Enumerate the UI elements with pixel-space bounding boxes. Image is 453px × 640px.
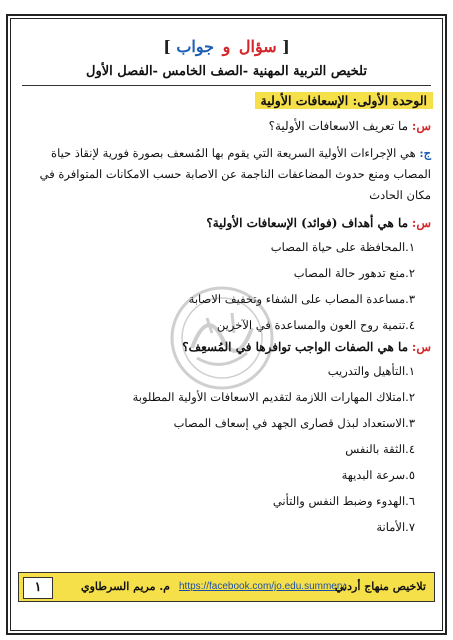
question-text: ما تعريف الاسعافات الأولية؟ [268, 119, 409, 133]
answer-definition [14, 143, 431, 206]
facebook-link[interactable]: https://facebook.com/jo.edu.summery [179, 581, 346, 592]
footer-bar [18, 572, 435, 602]
footer-summaries-label: تلاخيص منهاج أردني [334, 580, 426, 593]
brand-bracket-close: ] [163, 37, 171, 56]
question-definition [14, 119, 431, 133]
brand-word-question: سؤال [238, 37, 277, 56]
list-item: ٧.الأمانة [376, 520, 415, 534]
list-item: ٣.الاستعداد لبذل قصارى الجهد في إسعاف المصاب [173, 416, 415, 430]
unit-title: الوحدة الأولى: الإسعافات الأولية [255, 92, 434, 109]
page-number: ١ [23, 577, 53, 599]
list-item: ٤.الثقة بالنفس [345, 442, 415, 456]
brand-bracket-open: [ [282, 37, 290, 56]
list-item: ٣.مساعدة المصاب على الشفاء وتخفيف الاصابة [188, 292, 415, 306]
list-item: ٦.الهدوء وضبط النفس والتأني [272, 494, 415, 508]
question-text: ما هي أهداف (فوائد) الإسعافات الأولية؟ [206, 216, 409, 230]
document-subtitle: تلخيص التربية المهنية -الصف الخامس -الفصل الأول [86, 64, 367, 79]
list-item: ٢.امتلاك المهارات اللازمة لتقديم الاسعافات الأولية المطلوبة [132, 390, 415, 404]
brand-word-and: و [222, 37, 231, 56]
question-label: س: [411, 340, 431, 354]
list-item: ١.المحافظة على حياة المصاب [270, 240, 415, 254]
author-name: م. مريم السرطاوي [81, 580, 170, 593]
brand-word-answer: جواب [176, 37, 215, 56]
question-label: س: [411, 119, 431, 133]
header-divider [22, 85, 431, 86]
answer-label: ج: [419, 146, 431, 160]
question-goals [14, 216, 431, 230]
list-item: ١.التأهيل والتدريب [327, 364, 415, 378]
list-item: ٤.تنمية روح العون والمساعدة في الآخرين [216, 318, 415, 332]
list-item: ٢.منع تدهور حالة المصاب [293, 266, 415, 280]
question-label: س: [411, 216, 431, 230]
calligraphy-seal-icon [162, 278, 282, 398]
list-item: ٥.سرعة البديهة [341, 468, 415, 482]
question-text: ما هي الصفات الواجب توافرها في المُسعِف؟ [182, 340, 409, 354]
answer-text: هي الإجراءات الأولية السريعة التي يقوم بها المُسعف بصورة فورية لإنقاذ حياة المصاب ومنع حدوث المضاعفات الناجمة عن الاصابة حسب الامكانات المتوافرة في مكان الحادث [39, 146, 431, 202]
brand-title [14, 36, 439, 58]
